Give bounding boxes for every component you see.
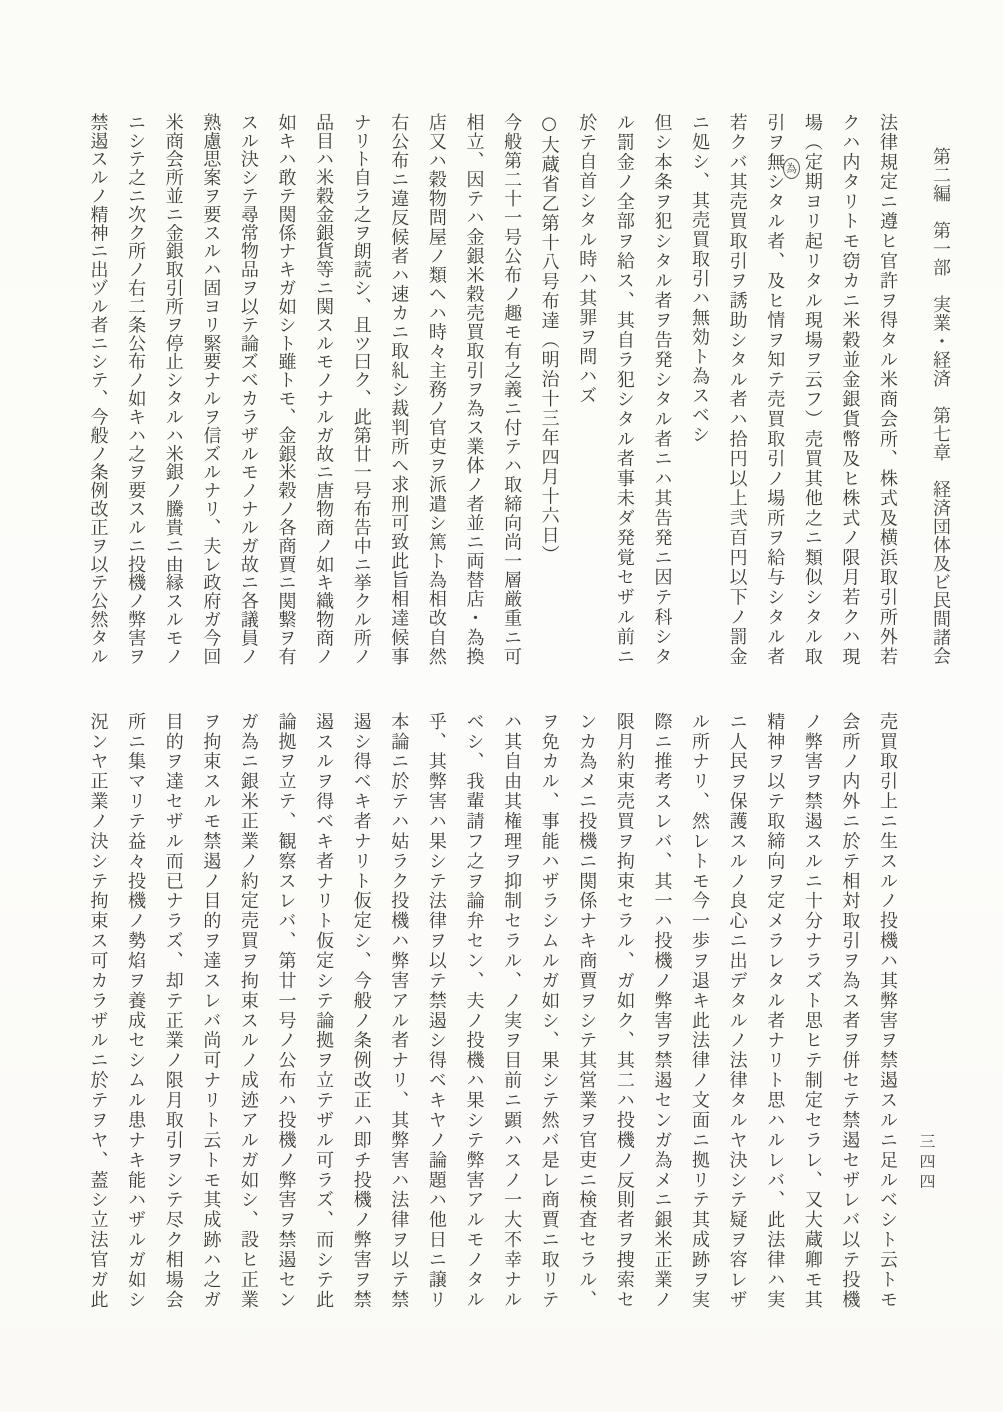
text-column: ガ為ニ銀米正業ノ約定売買ヲ拘束スルノ成迹アルガ如シ、設ヒ正業: [237, 712, 259, 1308]
text-column: 於テ自首シタル時ハ其罪ヲ問ハズ: [576, 113, 598, 406]
text-column: 右公布ニ違反候者ハ速カニ取糺シ裁判所ヘ求刑可致此旨相達候事: [388, 113, 410, 665]
text-column: ニ処シ、其売買取引ハ無効ト為スベシ: [689, 113, 711, 445]
text-column: ○大蔵省乙第十八号布達（明治十三年四月十六日）: [538, 113, 560, 565]
circled-tame-note: 為: [783, 158, 800, 179]
text-column: 今般第二十一号公布ノ趣モ有之義ニ付テハ取締向尚一層厳重ニ可: [501, 113, 523, 665]
text-column: ニシテ之ニ次ク所ノ右二条公布ノ如キハ之ヲ要スルニ投機ノ弊害ヲ: [125, 113, 147, 665]
text-column: 限月約束売買ヲ拘束セラル、ガ如ク、其二ハ投機ノ反則者ヲ捜索セ: [613, 712, 635, 1308]
page-number: 三四四: [917, 1133, 936, 1193]
text-column: 米商会所並ニ金銀取引所ヲ停止シタルハ米銀ノ騰貴ニ由縁スルモノ: [162, 113, 184, 665]
text-column: 論拠ヲ立テ、観察スレバ、第廿一号ノ公布ハ投機ノ弊害ヲ禁遏セン: [275, 712, 297, 1308]
text-column: 若クバ其売買取引ヲ誘助シタル者ハ拾円以上弐百円以下ノ罰金: [726, 113, 748, 665]
text-column: ヲ拘束スルモ禁遏ノ目的ヲ達スレバ尚可ナリト云トモ其成跡ハ之ガ: [200, 712, 222, 1308]
text-column: 精神ヲ以テ取締向ヲ定メラレタル者ナリト思ハルレバ、此法律ハ実: [764, 712, 786, 1308]
bottom-text-block: [79, 712, 906, 1308]
text-column: 所ニ集マリテ益々投機ノ勢焰ヲ養成セシムル患ナキ能ハザルガ如シ: [125, 712, 147, 1308]
text-column: 如キハ敢テ関係ナキガ如シト雖トモ、金銀米穀ノ各商賈ニ関繋ヲ有: [275, 113, 297, 665]
text-column: ノ弊害ヲ禁遏スルニ十分ナラズト思ヒテ制定セラレ、又大蔵卿モ其: [801, 712, 823, 1308]
text-column: 但シ本条ヲ犯シタル者ヲ告発シタル者ニハ其告発ニ因テ科シタ: [651, 113, 673, 665]
text-column: 引ヲ無シタル者、及ヒ情ヲ知テ売買取引ノ場所ヲ給与シタル者: [764, 113, 786, 665]
text-column: 品目ハ米穀金銀貨等ニ関スルモノナルガ故ニ唐物商ノ如キ織物商ノ: [313, 113, 335, 665]
text-column: 店又ハ穀物問屋ノ類ヘハ時々主務ノ官吏ヲ派遣シ篤ト為相改自然: [425, 113, 447, 665]
text-column: ル罰金ノ全部ヲ給ス、其自ラ犯シタル者事未ダ発覚セザル前ニ: [613, 113, 635, 665]
text-column: 法律規定ニ遵ヒ官許ヲ得タル米商会所、株式及横浜取引所外若: [877, 113, 898, 665]
text-column: スル決シテ尋常物品ヲ以テ論ズベカラザルモノナルガ故ニ各議員ノ: [237, 113, 259, 665]
text-column: 熟慮思案ヲ要スルハ固ヨリ緊要ナルヲ信ズルナリ、夫レ政府ガ今回: [200, 113, 222, 665]
text-column: ル所ナリ、然レトモ今一歩ヲ退キ此法律ノ文面ニ拠リテ其成跡ヲ実: [689, 712, 711, 1308]
text-column: 会所ノ内外ニ於テ相対取引ヲ為ス者ヲ併セテ禁遏セザレバ以テ投機: [839, 712, 861, 1308]
text-column: 場（定期ヨリ起リタル現場ヲ云フ）売買其他之ニ類似シタル取: [801, 113, 823, 665]
text-column: ンカ為メニ投機ニ関係ナキ商賈ヲシテ其営業ヲ官吏ニ検査セラル、: [576, 712, 598, 1308]
text-column: ヲ免カル、事能ハザラシムルガ如シ、果シテ然バ是レ商賈ニ取リテ: [538, 712, 560, 1308]
text-column: 本論ニ於テハ姑ラク投機ハ弊害アル者ナリ、其弊害ハ法律ヲ以テ禁: [388, 712, 410, 1308]
text-column: 際ニ推考スレバ、其一ハ投機ノ弊害ヲ禁遏センガ為メニ銀米正業ノ: [651, 712, 673, 1308]
text-column: 況ンヤ正業ノ決シテ拘束ス可カラザルニ於テヲヤ、蓋シ立法官ガ此: [87, 712, 109, 1308]
text-column: 相立、因テハ金銀米穀売買取引ヲ為ス業体ノ者並ニ両替店・為換: [463, 113, 485, 665]
text-column: 禁遏スルノ精神ニ出ヅル者ニシテ、今般ノ条例改正ヲ以テ公然タル: [87, 113, 109, 665]
text-column: ベシ、我輩請フ之ヲ論弁セン、夫ノ投機ハ果シテ弊害アルモノタル: [463, 712, 485, 1308]
top-text-block: [79, 113, 906, 665]
text-column: 遏シ得ベキ者ナリト仮定シ、今般ノ条例改正ハ即チ投機ノ弊害ヲ禁: [350, 712, 372, 1308]
text-column: 目的ヲ達セザル而已ナラズ、却テ正業ノ限月取引ヲシテ尽ク相場会: [162, 712, 184, 1308]
text-column: 乎、其弊害ハ果シテ法律ヲ以テ禁遏シ得ベキヤノ論題ハ他日ニ譲リ: [425, 712, 447, 1308]
text-column: 売買取引上ニ生スルノ投機ハ其弊害ヲ禁遏スルニ足ルベシト云トモ: [877, 712, 898, 1308]
text-column: 遏スルヲ得ベキ者ナリト仮定シテ論拠ヲ立テザル可ラズ、而シテ此: [313, 712, 335, 1308]
text-column: クハ内タリトモ窃カニ米穀並金銀貨幣及ヒ株式ノ限月若クハ現: [839, 113, 861, 665]
text-column: ニ人民ヲ保護スルノ良心ニ出デタルノ法律タルヤ決シテ疑ヲ容レザ: [726, 712, 748, 1308]
text-column: ナリト自ラ之ヲ朗読シ、且ツ曰ク、此第廿一号布告中ニ挙クル所ノ: [350, 113, 372, 665]
text-column: ハ其自由其権理ヲ抑制セラル、ノ実ヲ目前ニ顕ハスノ一大不幸ナル: [501, 712, 523, 1308]
chapter-header: 第二編 第一部 実業・経済 第七章 経済団体及ビ民間諸会: [930, 147, 951, 665]
